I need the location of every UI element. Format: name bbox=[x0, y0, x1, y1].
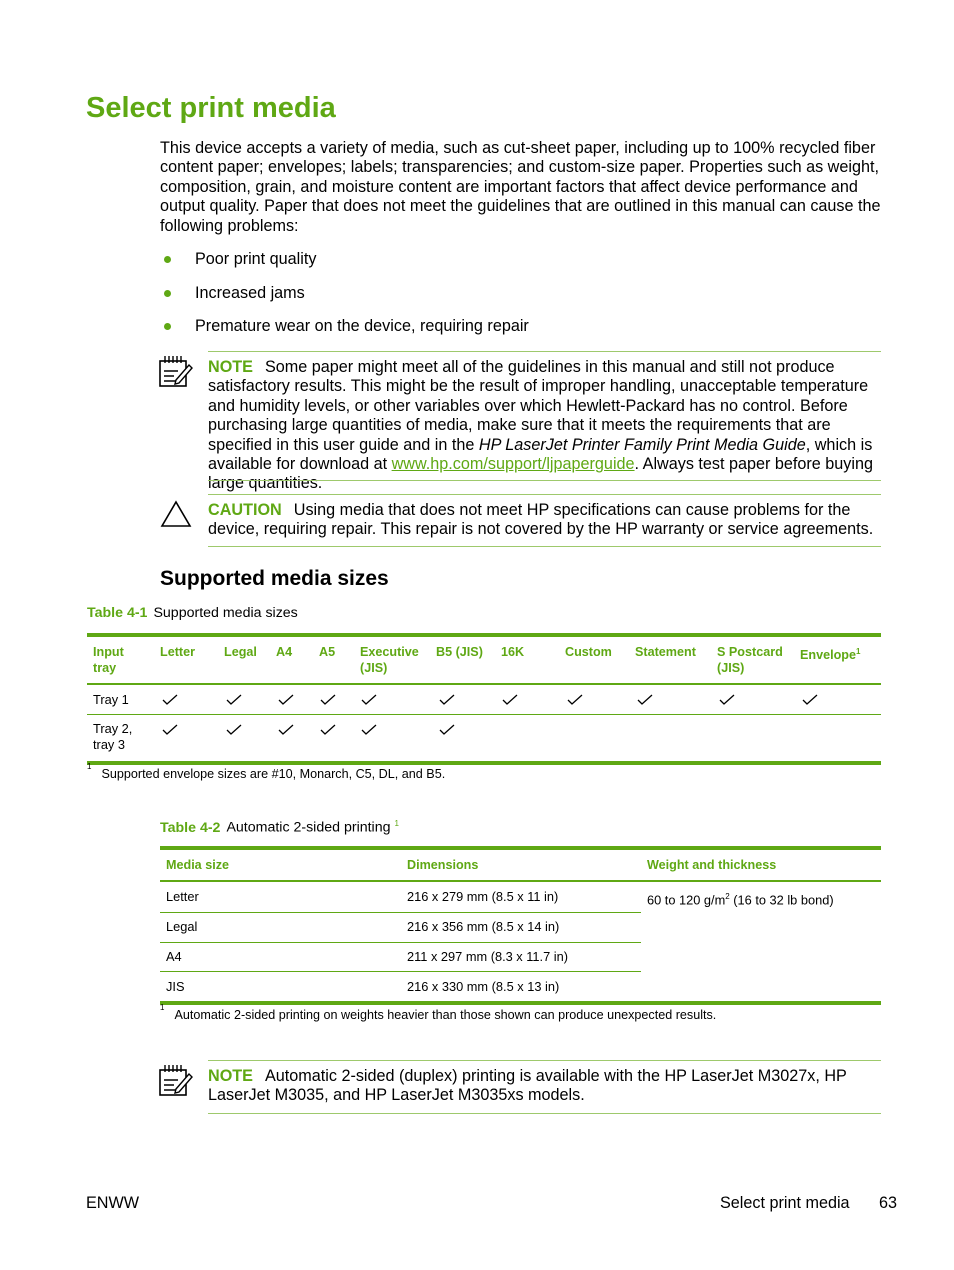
note-label: NOTE bbox=[208, 1067, 253, 1085]
note-bottom-rule bbox=[208, 480, 881, 481]
intro-paragraph: This device accepts a variety of media, such as cut-sheet paper, including up to 100% recycled fiber content paper; envelopes; labels; transparencies; and custom-size paper. Properties such as weight, composition, grain, and moisture content are important factors that affect device performance and output quality. Paper that does not meet the guidelines that are outlined in this manual can cause the following problems: bbox=[160, 139, 881, 235]
table1-caption: Table 4-1 Supported media sizes bbox=[87, 605, 298, 621]
bullet-icon bbox=[164, 256, 171, 263]
table-header: Letter bbox=[160, 645, 195, 659]
table-header: Dimensions bbox=[407, 858, 479, 872]
checkmark-icon bbox=[567, 694, 583, 706]
checkmark-icon bbox=[278, 724, 294, 736]
table-header: A4 bbox=[276, 645, 293, 659]
table1-header-rule bbox=[87, 683, 881, 685]
footer-section: Select print media bbox=[720, 1194, 850, 1212]
table2-footnote: $^1$Automatic 2-sided printing on weights heavier than those shown can produce unexpected results. bbox=[160, 1003, 717, 1023]
table-header: Statement bbox=[635, 645, 696, 659]
checkmark-icon bbox=[719, 694, 735, 706]
list-item: Poor print quality bbox=[160, 250, 880, 284]
row-label: Tray 2, tray 3 bbox=[93, 721, 133, 752]
note2-bottom-rule bbox=[208, 1113, 881, 1114]
note-label: NOTE bbox=[208, 358, 253, 376]
table2-bottom-rule bbox=[160, 1001, 881, 1005]
table2-caption: Table 4-2 Automatic 2-sided printing $^1$ bbox=[160, 819, 399, 836]
table-header: B5 (JIS) bbox=[436, 645, 483, 659]
table1-top-rule bbox=[87, 633, 881, 637]
table-header: 16K bbox=[501, 645, 525, 659]
table-cell: A4 bbox=[166, 949, 182, 964]
table-header: Executive (JIS) bbox=[360, 645, 419, 675]
checkmark-icon bbox=[226, 694, 242, 706]
table-header: Input tray bbox=[93, 645, 124, 675]
checkmark-icon bbox=[637, 694, 653, 706]
table2-row-rule bbox=[160, 942, 641, 943]
table-header: A5 bbox=[319, 645, 336, 659]
caution-top-rule bbox=[208, 494, 881, 495]
table-header: Custom bbox=[565, 645, 612, 659]
row-label: Tray 1 bbox=[93, 692, 129, 707]
weight-cell: 60 to 120 $g/m^2$ (16 to 32 lb bond) bbox=[647, 892, 834, 908]
table-cell: 216 x 330 mm (8.5 x 13 in) bbox=[407, 979, 560, 994]
caution-text: CAUTION Using media that does not meet HP specifications can cause problems for the device, requiring repair. This repair is not covered by the HP warranty or service agreements. bbox=[208, 501, 874, 539]
checkmark-icon bbox=[278, 694, 294, 706]
table-cell: 211 x 297 mm (8.3 x 11.7 in) bbox=[407, 949, 568, 964]
table2-top-rule bbox=[160, 846, 881, 850]
checkmark-icon bbox=[320, 724, 336, 736]
bullet-icon bbox=[164, 290, 171, 297]
table-header: Envelope$^1$ bbox=[800, 647, 861, 663]
table-header: Legal bbox=[224, 645, 257, 659]
table1-bottom-rule bbox=[87, 761, 881, 765]
note-text: NOTE Some paper might meet all of the guidelines in this manual and still not produce satisfactory results. This might be the result of improper handling, unacceptable temperature and humidity levels, or other variables over which Hewlett-Packard has no control. Before purchasing large quantities of media, make sure that it meets the requirements that are specified in this user guide and in the HP LaserJet Printer Family Print Media Guide, which is available for download at www.hp.com/support/ljpaperguide. Always test paper before buying large quantities. bbox=[208, 358, 874, 493]
table1-row-rule bbox=[87, 714, 881, 715]
table1-footnote: $^1$Supported envelope sizes are #10, Monarch, C5, DL, and B5. bbox=[87, 762, 446, 782]
caution-bottom-rule bbox=[208, 546, 881, 547]
checkmark-icon bbox=[439, 694, 455, 706]
checkmark-icon bbox=[361, 724, 377, 736]
checkmark-icon bbox=[361, 694, 377, 706]
table-header: Media size bbox=[166, 858, 229, 872]
table-cell: Legal bbox=[166, 919, 198, 934]
footer-page-number: 63 bbox=[879, 1194, 898, 1212]
table-cell: 216 x 356 mm (8.5 x 14 in) bbox=[407, 919, 560, 934]
checkmark-icon bbox=[162, 694, 178, 706]
list-item: Increased jams bbox=[160, 284, 880, 318]
table2-row-rule bbox=[160, 971, 641, 972]
caution-triangle-icon bbox=[160, 500, 192, 528]
table2-row-rule bbox=[160, 912, 641, 913]
table2-header-rule bbox=[160, 880, 881, 882]
checkmark-icon bbox=[439, 724, 455, 736]
checkmark-icon bbox=[802, 694, 818, 706]
note-pencil-icon bbox=[158, 353, 194, 389]
page-title: Select print media bbox=[86, 92, 336, 124]
caution-label: CAUTION bbox=[208, 501, 282, 519]
table-cell: JIS bbox=[166, 979, 185, 994]
table-cell: Letter bbox=[166, 889, 199, 904]
note2-text: NOTE Automatic 2-sided (duplex) printing is available with the HP LaserJet M3027x, HP LaserJet M3035, and HP LaserJet M3035xs models. bbox=[208, 1067, 847, 1105]
note-pencil-icon bbox=[158, 1062, 194, 1098]
section-heading: Supported media sizes bbox=[160, 567, 389, 590]
guide-title: HP LaserJet Printer Family Print Media Guide bbox=[478, 435, 806, 454]
footer-left: ENWW bbox=[86, 1194, 140, 1212]
note-top-rule bbox=[208, 351, 881, 352]
table-cell: 216 x 279 mm (8.5 x 11 in) bbox=[407, 889, 559, 904]
checkmark-icon bbox=[320, 694, 336, 706]
paper-guide-link[interactable]: www.hp.com/support/ljpaperguide bbox=[391, 455, 635, 474]
list-item: Premature wear on the device, requiring repair bbox=[160, 317, 880, 351]
table-header: S Postcard (JIS) bbox=[717, 645, 783, 675]
table-header: Weight and thickness bbox=[647, 858, 777, 872]
bullet-icon bbox=[164, 323, 171, 330]
checkmark-icon bbox=[226, 724, 242, 736]
checkmark-icon bbox=[502, 694, 518, 706]
checkmark-icon bbox=[162, 724, 178, 736]
problem-list bbox=[160, 250, 880, 351]
note2-top-rule bbox=[208, 1060, 881, 1061]
